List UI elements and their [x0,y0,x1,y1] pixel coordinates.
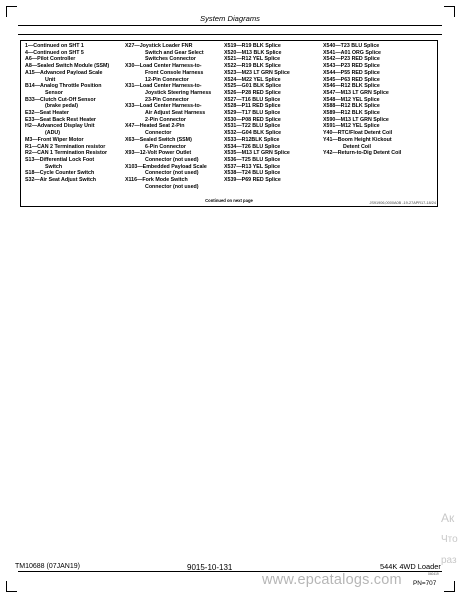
legend-entry [25,50,109,57]
legend-entry [224,90,290,97]
legend-entry-description: Seat Heater [39,110,69,117]
legend-entry [125,50,211,57]
legend-entry-code: X540— [323,43,341,49]
legend-entry-code: X116— [125,177,143,184]
legend-entry [224,50,290,57]
legend-entry-description: G04 BLK Splice [241,130,282,137]
legend-entry [323,77,401,84]
legend-entry-code: X542— [323,56,341,63]
legend-entry-description: Connector [145,130,172,137]
legend-entry-description: Air Adjust Seat Harness [145,110,206,117]
legend-entry [323,83,401,90]
legend-entry-description: T24 BLU Splice [241,170,281,177]
legend-entry-description: T16 BLU Splice [241,96,281,103]
legend-entry-code: 1— [25,43,34,49]
legend-entry [224,177,290,184]
legend-entry [25,137,109,144]
legend-entry [125,83,211,90]
legend-entry-code: X533— [224,136,242,143]
legend-entry-description: M13 LT GRN Splice [241,150,290,157]
legend-entry [224,97,290,104]
legend-entry-description: R19 BLK Splice [241,43,281,49]
legend-entry-description: Return-to-Dig Detent Coil [337,150,402,157]
legend-entry-description: Sensor [45,89,63,96]
overlay-watermark-line: Ак [441,511,455,525]
legend-entry-code: B33— [25,96,41,103]
legend-entry-description: T25 BLU Splice [241,156,281,163]
legend-entry-description: T23 BLU Splice [340,43,380,49]
legend-entry-code: X523— [224,69,242,76]
legend-entry-code: X589— [323,110,341,117]
header-rule-bottom [18,34,442,35]
legend-entry-description: G01 BLK Splice [241,83,282,90]
legend-entry [224,144,290,151]
legend-entry-description: Switches Connector [145,56,196,63]
legend-entry-code: X588— [323,103,341,110]
legend-entry-description: M13 LT GRN Splice [340,89,389,96]
legend-entry [323,130,401,137]
legend-entry-code: X529— [224,110,242,117]
legend-entry-description: Sealed Switch (SSM) [139,136,192,143]
legend-entry-description: Front Console Harness [145,69,204,76]
crop-mark-bottom-left [6,581,17,592]
legend-entry [25,90,109,97]
legend-entry-description: Pilot Controller [37,56,76,63]
legend-entry-code: Y41— [323,136,338,143]
legend-entry [224,77,290,84]
site-watermark-link[interactable]: www.epcatalogs.com [262,572,402,588]
legend-entry [25,103,109,110]
legend-entry [125,184,211,191]
legend-entry [125,56,211,63]
legend-entry-description: Advanced Payload Scale [40,69,103,76]
legend-entry-description: P69 RED Splice [241,177,281,184]
crop-mark-bottom-right [444,581,455,592]
legend-entry-description: 2-Pin Connector [145,116,186,123]
legend-entry-description: Clutch Cut-Off Sensor [40,96,96,103]
legend-entry [323,103,401,110]
legend-entry-description: 23-Pin Connector [145,96,189,103]
legend-entry [224,103,290,110]
legend-entry-description: M12 YEL Splice [340,123,380,130]
legend-entry [25,77,109,84]
legend-entry-code: X522— [224,63,242,70]
legend-entry-code: X546— [323,83,341,90]
legend-entry [125,150,211,157]
legend-entry [224,56,290,63]
legend-entry [224,164,290,171]
legend-entry [25,83,109,90]
legend-entry [125,43,211,50]
legend-entry [125,164,211,171]
legend-entry-description: R19 BLK Splice [241,63,281,70]
legend-entry [125,157,211,164]
legend-entry [224,63,290,70]
legend-entry-description: 12-Volt Power Outlet [139,150,192,157]
legend-entry-description: Sealed Switch Module (SSM) [37,63,110,70]
legend-entry-description: T17 BLU Splice [241,110,281,117]
legend-entry-code: X519— [224,43,242,49]
legend-entry-code: X526— [224,89,242,96]
legend-entry-description: R12 BLK Splice [340,103,380,110]
legend-entry-code: X531— [224,123,242,130]
legend-entry [125,63,211,70]
legend-entry-description: Load Center Harness-to- [139,103,202,110]
legend-entry [125,110,211,117]
legend-entry [323,123,401,130]
legend-entry [224,150,290,157]
legend-entry-description: 12-Pin Connector [145,76,189,83]
legend-entry-description: P28 RED Splice [241,89,281,96]
legend-entry-code: X528— [224,103,242,110]
legend-entry-code: X524— [224,76,242,83]
legend-entry [125,130,211,137]
legend-entry [323,90,401,97]
legend-entry-description: A01 ORG Splice [340,49,382,56]
legend-column-2 [125,43,211,190]
legend-entry [25,177,109,184]
legend-entry [125,123,211,130]
legend-entry-code: E32— [25,110,40,117]
legend-entry-description: Front Wiper Motor [37,136,84,143]
legend-entry-description: T22 BLU Splice [241,123,281,130]
legend-entry-description: P63 RED Splice [340,76,380,83]
legend-entry [125,117,211,124]
legend-entry-code: X538— [224,170,242,177]
legend-entry-description: M22 YEL Splice [241,76,281,83]
legend-entry-code: X93— [125,150,140,157]
legend-entry-code: X548— [323,96,341,103]
legend-entry [323,144,401,151]
legend-entry [224,170,290,177]
legend-entry-code: X63— [125,136,140,143]
legend-entry [125,90,211,97]
footer-product-name: 544K 4WD Loader [380,562,441,571]
legend-entry [125,177,211,184]
legend-column-3 [224,43,290,184]
legend-entry [125,137,211,144]
document-reference: JS91906,0000A0B -19-27APR17-18/24 [369,201,436,205]
legend-entry-description: Connector (not used) [145,170,199,177]
legend-entry-code: X545— [323,76,341,83]
legend-entry [323,110,401,117]
legend-entry-description: Air Seat Adjust Switch [39,177,97,184]
legend-entry-code: X530— [224,116,242,123]
footer-date: 040419 [428,572,439,576]
legend-entry-description: Differential Lock Foot [39,156,95,163]
legend-entry [25,170,109,177]
legend-entry-description: Connector (not used) [145,156,199,163]
legend-entry-code: X541— [323,49,341,56]
legend-entry-description: P23 RED Splice [340,63,380,70]
legend-entry-code: M3— [25,136,38,143]
legend-entry-description: Heated Seat 2-Pin [139,123,185,130]
legend-entry-code: X27— [125,43,140,49]
legend-entry [323,63,401,70]
legend-entry-description: R12 YEL Splice [241,56,281,63]
legend-entry [323,97,401,104]
legend-entry [25,164,109,171]
legend-entry-code: X521— [224,56,242,63]
legend-entry [25,130,109,137]
legend-entry [125,77,211,84]
legend-entry [224,110,290,117]
legend-entry-code: A8— [25,63,38,70]
legend-entry-code: B14— [25,83,41,90]
legend-entry-code: X543— [323,63,341,70]
legend-entry [125,103,211,110]
legend-entry-description: P55 RED Splice [340,69,380,76]
legend-column-1 [25,43,109,184]
footer-manual-number: TM10688 (07JAN19) [15,563,80,570]
legend-entry-description: R13 YEL Splice [241,163,281,170]
legend-entry-code: A15— [25,69,41,76]
legend-entry [25,70,109,77]
legend-entry-description: 6-Pin Connector [145,143,186,150]
legend-entry-description: Joystick Loader FNR [139,43,193,49]
legend-entry-description: (ADU) [45,130,61,137]
legend-entry-description: Switch [45,163,63,170]
legend-entry-code: R2— [25,150,38,157]
legend-entry [323,56,401,63]
legend-entry-description: Switch and Gear Select [145,49,204,56]
legend-entry-code: X536— [224,156,242,163]
legend-entry-description: Load Center Harness-to- [139,83,202,90]
legend-entry-description: T26 BLU Splice [241,143,281,150]
legend-entry [25,157,109,164]
legend-entry [125,97,211,104]
legend-entry-code: X539— [224,177,242,184]
legend-entry-description: Seat Back Rest Heater [39,116,96,123]
header-rule-top [18,25,442,26]
legend-entry-code: X30— [125,63,140,70]
legend-entry-description: R12 BLK Splice [340,83,380,90]
legend-entry-description: Joystick Steering Harness [145,89,212,96]
legend-entry [323,50,401,57]
legend-entry-code: 4— [25,49,34,56]
legend-entry-description: P08 RED Splice [241,116,281,123]
legend-entry-description: P11 RED Splice [241,103,281,110]
legend-entry [224,43,290,50]
overlay-watermark-text [441,508,458,571]
legend-entry-code: R1— [25,143,38,150]
page-header-title: System Diagrams [200,14,260,23]
overlay-watermark-line: раз [441,555,457,566]
legend-entry-description: CAN 2 Termination resistor [37,143,106,150]
legend-entry-description: Unit [45,76,56,83]
legend-entry-description: R12BLK Splice [241,136,280,143]
legend-entry [323,137,401,144]
legend-entry-code: S18— [25,170,40,177]
legend-entry [25,56,109,63]
legend-entry [25,117,109,124]
legend-entry [224,70,290,77]
legend-entry-code: Y42— [323,150,338,157]
legend-entry [323,43,401,50]
legend-entry [323,117,401,124]
legend-entry-description: Continued on SHT 1 [33,43,84,49]
continued-note: Continued on next page [205,198,253,203]
legend-entry-code: X525— [224,83,242,90]
legend-entry [323,70,401,77]
footer-page-number: PN=707 [413,580,437,587]
legend-entry-code: X537— [224,163,242,170]
footer-page-reference: 9015-10-131 [187,563,233,572]
legend-entry-description: Continued on SHT 5 [33,49,84,56]
legend-entry-code: E33— [25,116,40,123]
legend-entry-code: X33— [125,103,140,110]
legend-entry [224,117,290,124]
legend-entry [25,97,109,104]
legend-entry-code: X31— [125,83,140,90]
legend-entry-code: X544— [323,69,341,76]
legend-entry-description: M13 LT GRN Splice [340,116,389,123]
legend-entry [25,110,109,117]
legend-entry [25,123,109,130]
legend-entry [224,130,290,137]
legend-entry-description: Cycle Counter Switch [39,170,95,177]
legend-entry-code: X590— [323,116,341,123]
legend-entry [224,123,290,130]
legend-entry [125,144,211,151]
legend-entry-description: Embedded Payload Scale [142,163,207,170]
legend-entry-description: Boom Height Kickout [337,136,392,143]
legend-entry-code: X520— [224,49,242,56]
legend-entry-description: Load Center Harness-to- [139,63,202,70]
legend-entry-description: Advanced Display Unit [37,123,95,130]
legend-entry-code: X534— [224,143,242,150]
legend-entry [224,157,290,164]
legend-entry [25,63,109,70]
legend-entry-description: M23 LT GRN Splice [241,69,290,76]
legend-entry-description: Analog Throttle Position [40,83,102,90]
legend-entry [25,43,109,50]
overlay-watermark-line: Что [441,534,458,545]
legend-entry-code: H2— [25,123,38,130]
legend-entry-code: X547— [323,89,341,96]
legend-entry-code: X527— [224,96,242,103]
legend-entry-description: M12 YEL Splice [340,96,380,103]
legend-entry-code: X47— [125,123,140,130]
legend-entry [224,83,290,90]
legend-entry-code: X103— [125,163,143,170]
legend-entry [323,150,401,157]
legend-entry [25,150,109,157]
legend-entry [125,170,211,177]
legend-entry [25,144,109,151]
legend-entry-description: RTC/Float Detent Coil [337,130,393,137]
legend-entry-description: R12 BLK Splice [340,110,380,117]
legend-column-4 [323,43,401,157]
legend-entry-code: S32— [25,177,40,184]
legend-entry-description: Fork Mode Switch [142,177,188,184]
legend-entry-description: Connector (not used) [145,183,199,190]
legend-entry [224,137,290,144]
legend-entry-description: (brake pedal) [45,103,78,110]
legend-entry-description: CAN 1 Termination Resistor [37,150,108,157]
legend-entry [125,70,211,77]
legend-entry-description: P23 RED Splice [340,56,380,63]
legend-entry-code: S13— [25,156,40,163]
legend-entry-description: M13 BLK Splice [241,49,282,56]
legend-entry-code: Y40— [323,130,338,137]
legend-entry-code: X532— [224,130,242,137]
legend-entry-code: X535— [224,150,242,157]
legend-entry-code: X591— [323,123,341,130]
legend-entry-description: Detent Coil [343,143,371,150]
legend-entry-code: A6— [25,56,38,63]
